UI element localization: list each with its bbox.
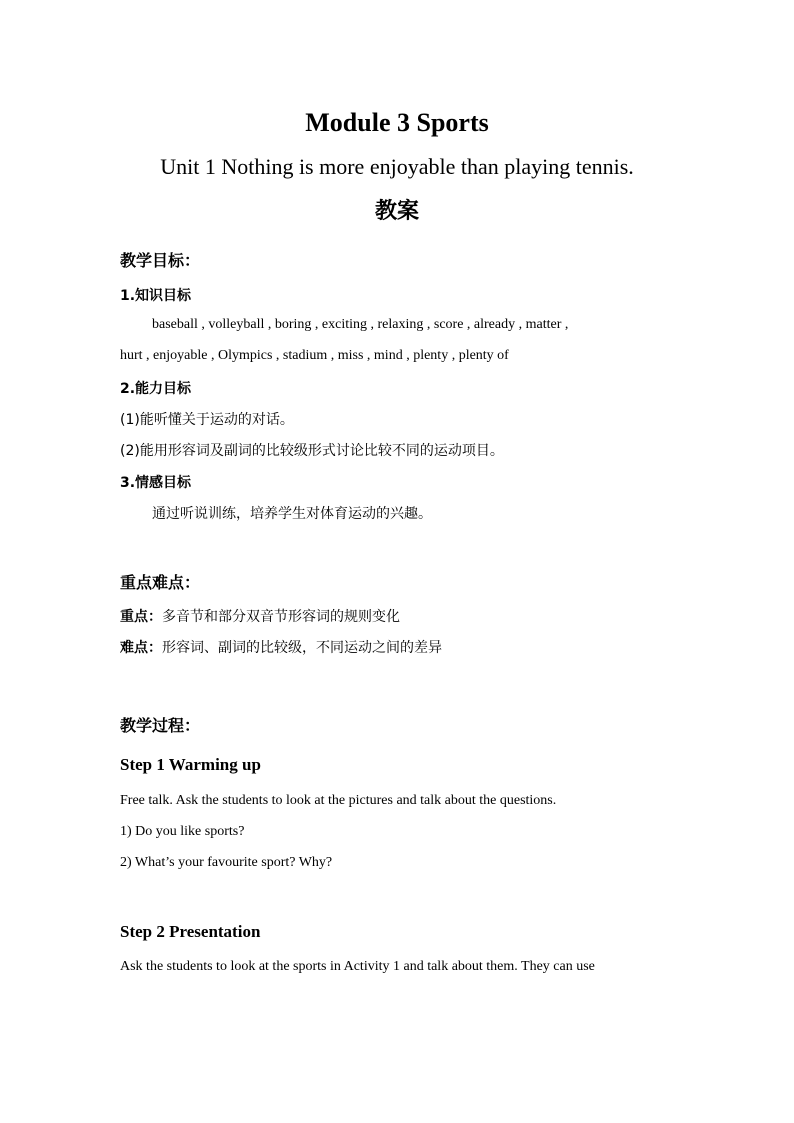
key-point-text: 多音节和部分双音节形容词的规则变化	[162, 609, 400, 625]
page-title: Module 3 Sports	[305, 108, 489, 137]
emotion-text: 通过听说训练，培养学生对体育运动的兴趣。	[152, 506, 432, 522]
step-2-title: Step 2 Presentation	[120, 922, 261, 941]
key-point-label: 重点：	[120, 609, 162, 625]
difficult-point-line	[120, 637, 442, 657]
difficult-point-text: 形容词、副词的比较级，不同运动之间的差异	[162, 640, 442, 656]
unit-subtitle: Unit 1 Nothing is more enjoyable than playing tennis.	[160, 154, 634, 179]
objectives-heading: 教学目标：	[120, 251, 201, 270]
ability-heading: 2.能力目标	[120, 381, 192, 397]
document-type: 教案	[374, 199, 419, 224]
key-points-heading: 重点难点：	[120, 573, 201, 592]
step-1-question-1: 1) Do you like sports?	[120, 824, 245, 839]
step-1-intro: Free talk. Ask the students to look at the pictures and talk about the questions.	[120, 793, 557, 808]
knowledge-heading: 1.知识目标	[120, 288, 192, 304]
step-2-text: Ask the students to look at the sports in Activity 1 and talk about them. They can use	[120, 959, 595, 974]
process-heading: 教学过程：	[120, 716, 201, 735]
key-point-line	[120, 606, 400, 626]
step-1-question-2: 2) What’s your favourite sport? Why?	[120, 855, 333, 870]
vocabulary-line-2: hurt , enjoyable , Olympics , stadium , miss , mind , plenty , plenty of	[120, 348, 509, 363]
ability-item-2: (2)能用形容词及副词的比较级形式讨论比较不同的运动项目。	[120, 443, 504, 459]
difficult-point-label: 难点：	[120, 640, 162, 656]
vocabulary-line-1: baseball , volleyball , boring , exciting , relaxing , score , already , matter ,	[152, 317, 569, 332]
ability-item-1: (1)能听懂关于运动的对话。	[120, 412, 294, 428]
emotion-heading: 3.情感目标	[120, 475, 192, 491]
step-1-title: Step 1 Warming up	[120, 755, 261, 774]
